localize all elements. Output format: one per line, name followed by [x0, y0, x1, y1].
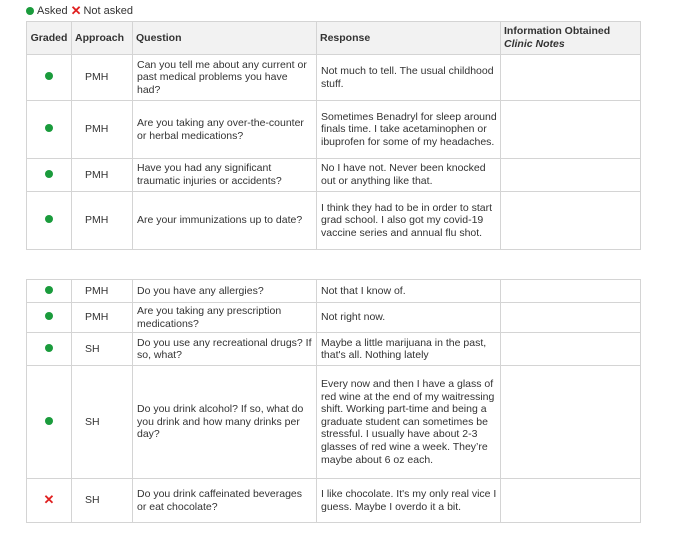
- table-header-row: [27, 22, 641, 55]
- green-dot-icon: [45, 312, 53, 320]
- approach-cell: PMH: [72, 303, 133, 333]
- notes-cell[interactable]: [501, 280, 641, 303]
- table-row: [27, 333, 641, 366]
- table-row: [27, 280, 641, 303]
- approach-cell: PMH: [72, 159, 133, 192]
- col-question-header[interactable]: Question: [133, 22, 317, 55]
- graded-cell: [27, 159, 72, 192]
- table-row: [27, 55, 641, 101]
- notes-cell[interactable]: [501, 55, 641, 101]
- legend-not-asked-label: Not asked: [83, 5, 134, 17]
- approach-cell: SH: [72, 333, 133, 366]
- question-cell: Are you taking any over-the-counter or herbal medications?: [133, 101, 317, 159]
- table-row: [27, 101, 641, 159]
- legend: [26, 4, 133, 18]
- notes-cell[interactable]: [501, 192, 641, 250]
- table-row: [27, 303, 641, 333]
- response-cell: Every now and then I have a glass of red wine at the end of my waitressing shift. Working part-time and being a graduate student can sometimes be stressful. I usually have about 2-3 glasses of red wine a week. They’re maybe about 6 oz each.: [317, 366, 501, 479]
- approach-cell: PMH: [72, 192, 133, 250]
- table-row: [27, 159, 641, 192]
- graded-cell: [27, 303, 72, 333]
- green-dot-icon: [45, 215, 53, 223]
- question-cell: Are your immunizations up to date?: [133, 192, 317, 250]
- notes-cell[interactable]: [501, 159, 641, 192]
- response-cell: I like chocolate. It's my only real vice I guess. Maybe I overdo it a bit.: [317, 479, 501, 523]
- legend-asked-label: Asked: [37, 5, 68, 17]
- questions-table-bottom: [26, 279, 641, 523]
- response-cell: Not right now.: [317, 303, 501, 333]
- response-cell: Sometimes Benadryl for sleep around finals time. I take acetaminophen or ibuprofen for some of my headaches.: [317, 101, 501, 159]
- notes-cell[interactable]: [501, 479, 641, 523]
- table-row: [27, 192, 641, 250]
- graded-cell: [27, 101, 72, 159]
- col-info-header[interactable]: [501, 22, 641, 55]
- col-approach-header[interactable]: Approach: [72, 22, 133, 55]
- notes-cell[interactable]: [501, 101, 641, 159]
- question-cell: Are you taking any prescription medications?: [133, 303, 317, 333]
- graded-cell: [27, 333, 72, 366]
- red-x-icon: ✕: [43, 491, 55, 507]
- green-dot-icon: [45, 170, 53, 178]
- approach-cell: PMH: [72, 280, 133, 303]
- green-dot-icon: [45, 344, 53, 352]
- green-dot-icon: [45, 286, 53, 294]
- response-cell: Not much to tell. The usual childhood stuff.: [317, 55, 501, 101]
- green-dot-icon: [45, 417, 53, 425]
- response-cell: Not that I know of.: [317, 280, 501, 303]
- notes-cell[interactable]: [501, 303, 641, 333]
- graded-cell: [27, 280, 72, 303]
- graded-cell: [27, 366, 72, 479]
- notes-cell[interactable]: [501, 333, 641, 366]
- col-info-subtitle: Clinic Notes: [504, 37, 565, 50]
- approach-cell: PMH: [72, 101, 133, 159]
- col-response-header[interactable]: Response: [317, 22, 501, 55]
- approach-cell: SH: [72, 479, 133, 523]
- section-gap: [26, 257, 640, 279]
- question-cell: Do you drink caffeinated beverages or eat chocolate?: [133, 479, 317, 523]
- graded-cell: [27, 192, 72, 250]
- table-row: [27, 366, 641, 479]
- response-cell: Maybe a little marijuana in the past, that's all. Nothing lately: [317, 333, 501, 366]
- green-dot-icon: [26, 7, 34, 15]
- graded-cell: [27, 479, 72, 523]
- response-cell: I think they had to be in order to start grad school. I also got my covid-19 vaccine series and annual flu shot.: [317, 192, 501, 250]
- question-cell: Can you tell me about any current or past medical problems you have had?: [133, 55, 317, 101]
- approach-cell: SH: [72, 366, 133, 479]
- graded-cell: [27, 55, 72, 101]
- questions-table-top: [26, 21, 641, 250]
- green-dot-icon: [45, 124, 53, 132]
- approach-cell: PMH: [72, 55, 133, 101]
- col-info-title: Information Obtained: [504, 25, 611, 37]
- table-row: [27, 479, 641, 523]
- notes-cell[interactable]: [501, 366, 641, 479]
- response-cell: No I have not. Never been knocked out or anything like that.: [317, 159, 501, 192]
- question-cell: Have you had any significant traumatic injuries or accidents?: [133, 159, 317, 192]
- red-x-icon: ✕: [70, 3, 82, 18]
- green-dot-icon: [45, 72, 53, 80]
- question-cell: Do you use any recreational drugs? If so, what?: [133, 333, 317, 366]
- question-cell: Do you have any allergies?: [133, 280, 317, 303]
- question-cell: Do you drink alcohol? If so, what do you drink and how many drinks per day?: [133, 366, 317, 479]
- col-graded-header[interactable]: Graded: [27, 22, 72, 55]
